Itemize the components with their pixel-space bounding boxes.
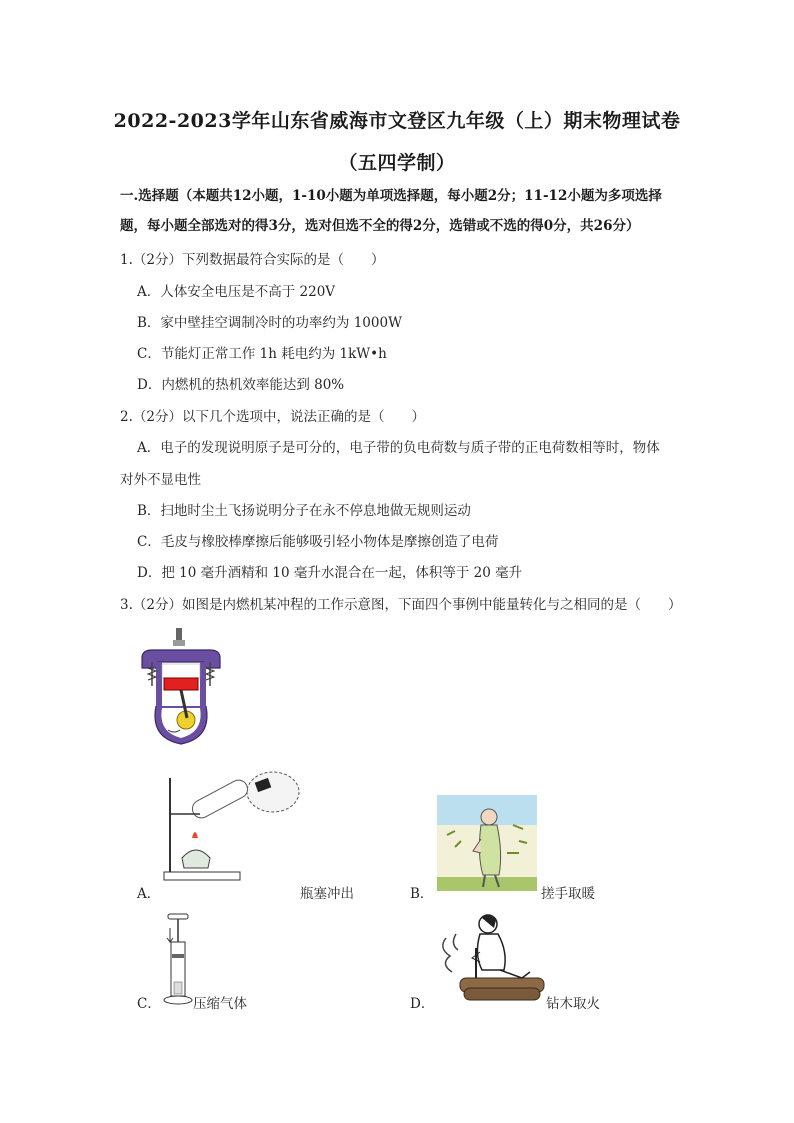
choice-b-letter: B． [410,886,434,902]
question-1-option-a: A．人体安全电压是不高于 220V [137,284,336,300]
drill-fire-diagram [436,908,544,1004]
choice-d-caption: 钻木取火 [546,996,600,1012]
question-1-stem: 1.（2分）下列数据最符合实际的是（ ） [120,252,385,268]
rubbing-hands-diagram [437,795,537,891]
question-2-option-b: B．扫地时尘土飞扬说明分子在永不停息地做无规则运动 [137,503,471,519]
bottle-cork-diagram [160,768,300,888]
choice-c-caption: 压缩气体 [193,996,247,1012]
choice-a-caption: 瓶塞冲出 [300,886,354,902]
question-2-option-d: D．把 10 毫升酒精和 10 毫升水混合在一起，体积等于 20 毫升 [137,565,523,581]
question-2-stem: 2.（2分）以下几个选项中，说法正确的是（ ） [120,409,425,425]
question-1-option-d: D．内燃机的热机效率能达到 80% [137,377,345,393]
section-heading: 一.选择题（本题共12小题，1-10小题为单项选择题，每小题2分；11-12小题为多项选择题，每小题全部选对的得3分，选对但选不全的得2分，选错或不选的得0分，共26分） [120,188,662,234]
question-2-option-a-cont: 对外不显电性 [120,472,201,488]
page-title: 2022-2023学年山东省威海市文登区九年级（上）期末物理试卷 [113,110,681,132]
question-1-option-c: C．节能灯正常工作 1h 耗电约为 1kW•h [137,346,387,362]
choice-a-letter: A． [137,886,161,902]
question-2-option-a: A．电子的发现说明原子是可分的，电子带的负电荷数与质子带的正电荷数相等时，物体 [137,440,660,456]
page-subtitle: （五四学制） [338,152,456,174]
choice-d-letter: D． [410,996,435,1012]
question-1-option-b: B．家中壁挂空调制冷时的功率约为 1000W [137,315,402,331]
engine-stroke-diagram [140,628,230,748]
question-2-option-c: C．毛皮与橡胶棒摩擦后能够吸引轻小物体是摩擦创造了电荷 [137,534,499,550]
choice-b-caption: 搓手取暖 [541,886,595,902]
choice-c-letter: C． [137,996,161,1012]
compress-gas-diagram [162,912,194,1008]
question-3-stem: 3.（2分）如图是内燃机某冲程的工作示意图，下面四个事例中能量转化与之相同的是（ ） [120,597,682,613]
